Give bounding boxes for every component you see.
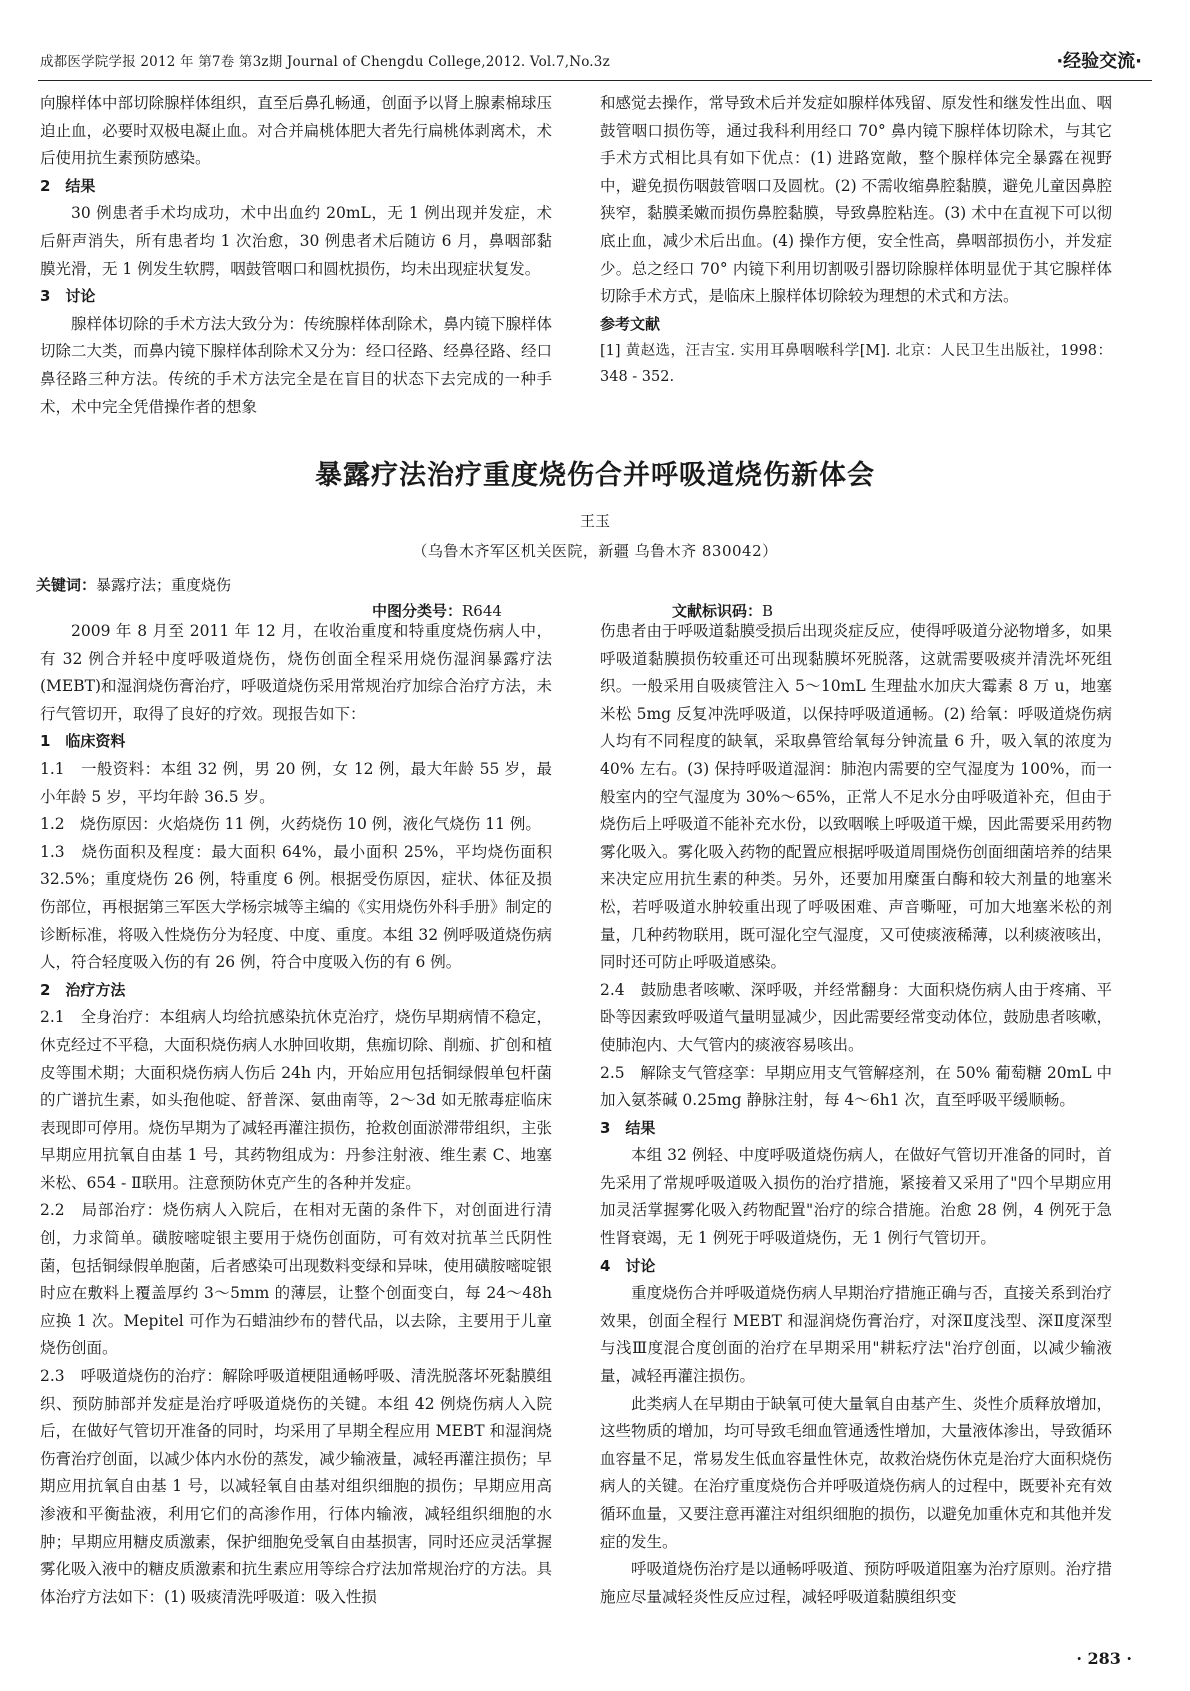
- prev-article-left-column: [40, 90, 552, 421]
- section-3-heading: 3 结果: [600, 1118, 656, 1137]
- section-2-4-label: 2.4 鼓励患者咳嗽、深呼吸，并经常翻身：: [600, 980, 908, 999]
- prev-article-right-column: [600, 90, 1112, 390]
- section-4-paragraph-2: 此类病人在早期由于缺氧可使大量氧自由基产生、炎性介质释放增加，这些物质的增加，均可导致毛细血管通透性增加，大量液体渗出，导致循环血容量不足，常易发生低血容量性休克，故救治烧伤休克是治疗大面积烧伤病人的关键。在治疗重度烧伤合并呼吸道烧伤病人的过程中，既要补充有效循环血量，又要注意再灌注对组织细胞的损伤，以避免加重休克和其他并发症的发生。: [600, 1394, 1112, 1551]
- section-1-3-label: 1.3 烧伤面积及程度：: [40, 842, 212, 861]
- section-2-1-label: 2.1 全身治疗：: [40, 1008, 160, 1027]
- keywords-label: 关键词：: [36, 576, 97, 594]
- page-number: · 283 ·: [1076, 1649, 1132, 1668]
- clc-value: R644: [462, 602, 502, 620]
- section-label: ·经验交流·: [1056, 51, 1142, 72]
- section-1-2-label: 1.2 烧伤原因：: [40, 815, 158, 834]
- references-heading: 参考文献: [600, 314, 661, 333]
- section-2-5-text: 早期应用支气管解痉剂，在 50% 葡萄糖 20mL 中加入氨茶碱 0.25mg 静脉注射，每 4～6h1 次，直至呼吸平缓顺畅。: [600, 1063, 1113, 1110]
- section-3-text: 本组 32 例轻、中度呼吸道烧伤病人，在做好气管切开准备的同时，首先采用了常规呼吸道吸入损伤的治疗措施，紧接着又采用了"四个早期应用加灵活掌握雾化吸入药物配置"治疗的综合措施。治愈 28 例，4 例死于急性肾衰竭，无 1 例死于呼吸道烧伤，无 1 例行气管切开。: [600, 1146, 1112, 1248]
- section-2-heading: 2 治疗方法: [40, 980, 126, 999]
- section-4-paragraph-3: 呼吸道烧伤治疗是以通畅呼吸道、预防呼吸道阻塞为治疗原则。治疗措施应尽量减轻炎性反应过程，减轻呼吸道黏膜组织变: [600, 1560, 1112, 1606]
- author-affiliation: （乌鲁木齐军区机关医院，新疆 乌鲁木齐 830042）: [412, 542, 778, 560]
- section-2-3-label: 2.3 呼吸道烧伤的治疗：: [40, 1367, 223, 1386]
- article-left-column: [40, 618, 552, 1611]
- section-1-2: [40, 811, 552, 839]
- article-title: 暴露疗法治疗重度烧伤合并呼吸道烧伤新体会: [315, 460, 875, 491]
- section-2-5: [600, 1060, 1112, 1115]
- section-2-3-continued: 伤患者由于呼吸道黏膜受损后出现炎症反应，使得呼吸道分泌物增多，如果呼吸道黏膜损伤较重还可出现黏膜坏死脱落，这就需要吸痰并清洗坏死组织。一般采用自吸痰管注入 5～10mL 生理盐水加庆大霉素 8 万 u，地塞米松 5mg 反复冲洗呼吸道，以保持呼吸道通畅。(2) 给氧：呼吸道烧伤病人均有不同程度的缺氧，采取鼻管给氧每分钟流量 6 升，吸入氧的浓度为 40% 左右。(3) 保持呼吸道湿润：肺泡内需要的空气湿度为 100%，而一般室内的空气湿度为 30%～65%，正常人不足水分由呼吸道补充，但由于烧伤后上呼吸道不能补充水份，以致咽喉上呼吸道干燥，因此需要采用药物雾化吸入。雾化吸入药物的配置应根据呼吸道周围烧伤创面细菌培养的结果来决定应用抗生素的种类。另外，还要加用糜蛋白酶和较大剂量的地塞米松，若呼吸道水肿较重出现了呼吸困难、声音嘶哑，可加大地塞米松的剂量，几种药物联用，既可湿化空气湿度，又可使痰液稀薄，以利痰液咳出，同时还可防止呼吸道感染。: [600, 622, 1112, 972]
- section-1-1: [40, 756, 552, 811]
- keywords-value: 暴露疗法；重度烧伤: [96, 576, 232, 594]
- prev-discussion-text: 腺样体切除的手术方法大致分为：传统腺样体刮除术，鼻内镜下腺样体切除二大类，而鼻内镜下腺样体刮除术又分为：经口径路、经鼻径路、经口鼻径路三种方法。传统的手术方法完全是在盲目的状态下去完成的一种手术，术中完全凭借操作者的想象: [40, 314, 552, 416]
- prev-results-text: 30 例患者手术均成功，术中出血约 20mL，无 1 例出现并发症，术后鼾声消失，所有患者均 1 次治愈，30 例患者术后随访 6 月，鼻咽部黏膜光滑，无 1 例发生软腭，咽鼓管咽口和圆枕损伤，均未出现症状复发。: [40, 204, 552, 278]
- article-author: 王玉: [579, 512, 610, 530]
- intro-paragraph: 2009 年 8 月至 2011 年 12 月，在收治重度和特重度烧伤病人中，有 32 例合并轻中度呼吸道烧伤，烧伤创面全程采用烧伤湿润暴露疗法(MEBT)和湿润烧伤膏治疗，呼吸道烧伤采用常规治疗加综合治疗方法，未行气管切开，取得了良好的疗效。现报告如下：: [40, 622, 552, 723]
- section-2-4: [600, 977, 1112, 1060]
- prev-discussion-heading: 3 讨论: [40, 287, 96, 306]
- section-2-3-text: 解除呼吸道梗阻通畅呼吸、清洗脱落坏死黏膜组织、预防肺部并发症是治疗呼吸道烧伤的关键。本组 42 例烧伤病人入院后，在做好气管切开准备的同时，均采用了早期全程应用 MEBT 和湿润烧伤膏治疗创面，以减少体内水份的蒸发，减少输液量，减轻再灌注损伤；早期应用抗氧自由基 1 号，以减轻氧自由基对组织细胞的损伤；早期应用高渗液和平衡盐液，利用它们的高渗作用，行体内输液，减轻组织细胞的水肿；早期应用糖皮质激素，保护细胞免受氧自由基损害，同时还应灵活掌握雾化吸入液中的糖皮质激素和抗生素应用等综合疗法加常规治疗的方法。具体治疗方法如下：(1) 吸痰清洗呼吸道：吸入性损: [40, 1367, 552, 1606]
- section-4-paragraph-1: 重度烧伤合并呼吸道烧伤病人早期治疗措施正确与否，直接关系到治疗效果，创面全程行 MEBT 和湿润烧伤膏治疗，对深Ⅱ度浅型、深Ⅱ度深型与浅Ⅲ度混合度创面的治疗在早期采用"耕耘疗法"治疗创面，以减少输液量，减轻再灌注损伤。: [600, 1284, 1112, 1386]
- doccode-value: B: [762, 602, 774, 620]
- prev-results-heading: 2 结果: [40, 176, 96, 195]
- section-4-heading: 4 讨论: [600, 1256, 656, 1275]
- section-2-2-label: 2.2 局部治疗：: [40, 1201, 163, 1220]
- doccode-label: 文献标识码：: [672, 602, 763, 620]
- section-1-3: [40, 839, 552, 977]
- section-1-heading: 1 临床资料: [40, 732, 126, 751]
- section-2-1: [40, 1004, 552, 1197]
- section-1-3-text: 最大面积 64%，最小面积 25%，平均烧伤面积 32.5%；重度烧伤 26 例，特重度 6 例。根据受伤原因，症状、体征及损伤部位，再根据第三军医大学杨宗城等主编的《实用烧伤外科手册》制定的诊断标准，将吸入性烧伤分为轻度、中度、重度。本组 32 例呼吸道烧伤病人，符合轻度吸入伤的有 26 例，符合中度吸入伤的有 6 例。: [40, 842, 552, 972]
- clc-label: 中图分类号：: [372, 602, 463, 620]
- keywords-line: [36, 572, 231, 598]
- header-rule: [38, 80, 1152, 81]
- section-1-2-text: 火焰烧伤 11 例，火药烧伤 10 例，液化气烧伤 11 例。: [157, 815, 541, 834]
- article-right-column: [600, 618, 1112, 1611]
- prev-method-paragraph: 向腺样体中部切除腺样体组织，直至后鼻孔畅通，创面予以肾上腺素棉球压迫止血，必要时双极电凝止血。对合并扁桃体肥大者先行扁桃体剥离术，术后使用抗生素预防感染。: [40, 94, 552, 168]
- section-2-2-text: 烧伤病人入院后，在相对无菌的条件下，对创面进行清创，力求简单。磺胺嘧啶银主要用于烧伤创面防，可有效对抗革兰氏阴性菌，包括铜绿假单胞菌，后者感染可出现数料变绿和异味，使用磺胺嘧啶银时应在敷料上覆盖厚约 3～5mm 的薄层，让整个创面变白，每 24～48h 应换 1 次。Mepitel 可作为石蜡油纱布的替代品，以去除，主要用于儿童烧伤创面。: [40, 1201, 552, 1358]
- section-2-3: [40, 1363, 552, 1611]
- section-1-1-text: 本组 32 例，男 20 例，女 12 例，最大年龄 55 岁，最小年龄 5 岁，平均年龄 36.5 岁。: [40, 759, 552, 806]
- section-2-2: [40, 1197, 552, 1363]
- reference-item: [1] 黄赵选，汪吉宝. 实用耳鼻咽喉科学[M]. 北京：人民卫生出版社，1998：348 - 352.: [600, 343, 1112, 386]
- section-2-4-text: 大面积烧伤病人由于疼痛、平卧等因素致呼吸道气量明显减少，因此需要经常变动体位，鼓励患者咳嗽，使肺泡内、大气管内的痰液容易咳出。: [600, 980, 1112, 1054]
- prev-discussion-continued: 和感觉去操作，常导致术后并发症如腺样体残留、原发性和继发性出血、咽鼓管咽口损伤等，通过我科利用经口 70° 鼻内镜下腺样体切除术，与其它手术方式相比具有如下优点：(1) 进路宽敞，整个腺样体完全暴露在视野中，避免损伤咽鼓管咽口及圆枕。(2) 不需收缩鼻腔黏膜，避免儿童因鼻腔狭窄，黏膜柔嫩而损伤鼻腔黏膜，导致鼻腔粘连。(3) 术中在直视下可以彻底止血，减少术后出血。(4) 操作方便，安全性高，鼻咽部损伤小，并发症少。总之经口 70° 内镜下利用切割吸引器切除腺样体明显优于其它腺样体切除手术方式，是临床上腺样体切除较为理想的术式和方法。: [600, 94, 1112, 306]
- section-2-1-text: 本组病人均给抗感染抗休克治疗，烧伤早期病情不稳定，休克经过不平稳，大面积烧伤病人水肿回收期，焦痂切除、削痂、扩创和植皮等围术期；大面积烧伤病人伤后 24h 内，开始应用包括铜绿假单包杆菌的广谱抗生素，如头孢他啶、舒普深、氨曲南等，2～3d 如无脓毒症临床表现即可停用。烧伤早期为了减轻再灌注损伤，抢救创面淤滞带组织，主张早期应用抗氧自由基 1 号，其药物组成为：丹参注射液、维生素 C、地塞米松、654 - Ⅱ联用。注意预防休克产生的各种并发症。: [40, 1008, 552, 1192]
- section-2-5-label: 2.5 解除支气管痉挛：: [600, 1063, 765, 1082]
- section-1-1-label: 1.1 一般资料：: [40, 759, 161, 778]
- running-head: 成都医学院学报 2012 年 第7卷 第3z期 Journal of Chengdu College,2012. Vol.7,No.3z: [40, 54, 610, 70]
